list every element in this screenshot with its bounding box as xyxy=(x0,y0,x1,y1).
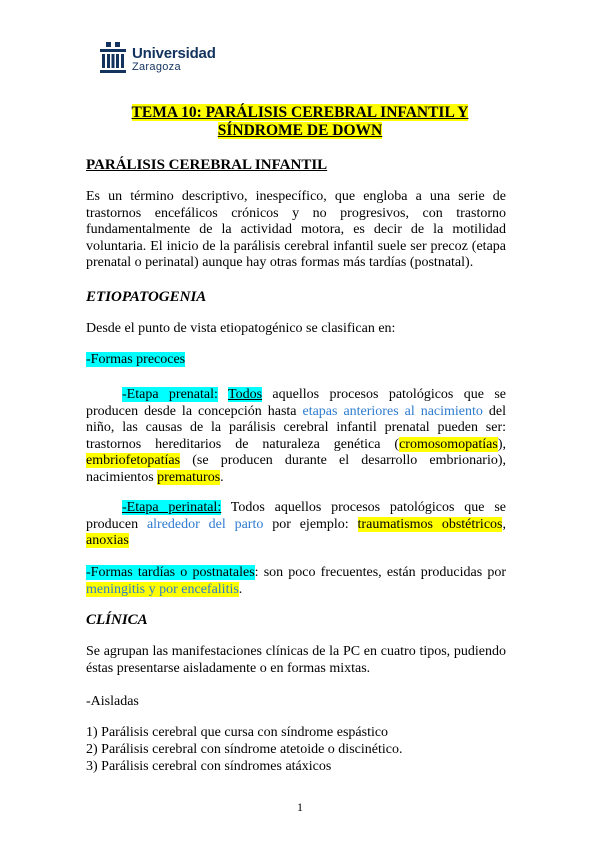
clinica-item-3: 3) Parálisis cerebral con síndromes atáxicos xyxy=(86,759,332,774)
intro-paragraph: Es un término descriptivo, inespecífico, que engloba a una serie de trastornos encefálicos crónicos y no progresivos, con trastorno fundamentalmente de la actividad motora, es decir de la motilidad voluntaria. El inicio de la parálisis cerebral infantil suele ser precoz (etapa prenatal o perinatal) aunque hay otras formas más tardías (postnatal). xyxy=(86,189,506,270)
prenatal-paragraph: -Etapa prenatal: Todos aquellos procesos patológicos que se producen desde la concepción hasta etapas anteriores al nacimiento del niño, las causas de la parálisis cerebral infantil prenatal pueden ser: trastornos hereditarios de naturaleza genética (cromosomopatías), embriofetopatías (se producen durante el desarrollo embrionario), nacimientos prematuros. xyxy=(86,387,506,485)
clinica-item-2: 2) Parálisis cerebral con síndrome atetoide o discinético. xyxy=(86,742,403,757)
section-heading-paralisis: PARÁLISIS CEREBRAL INFANTIL xyxy=(86,157,328,173)
tardias-label: -Formas tardías o postnatales xyxy=(86,565,255,580)
etio-lead: Desde el punto de vista etiopatogénico se clasifican en: xyxy=(86,321,396,336)
university-logo xyxy=(100,42,216,76)
aisladas-label: -Aisladas xyxy=(86,694,139,709)
perinatal-label: -Etapa perinatal: xyxy=(122,500,222,515)
page-number: 1 xyxy=(297,800,303,814)
logo-city: Zaragoza xyxy=(132,60,181,73)
title-line-1: TEMA 10: PARÁLISIS CEREBRAL INFANTIL Y xyxy=(131,104,469,121)
section-heading-clinica: CLÍNICA xyxy=(86,612,148,628)
perinatal-paragraph: -Etapa perinatal: Todos aquellos procesos patológicos que se producen alrededor del parto por ejemplo: traumatismos obstétricos, anoxias xyxy=(86,500,506,548)
document-title xyxy=(100,104,500,140)
clinica-item-1: 1) Parálisis cerebral que cursa con síndrome espástico xyxy=(86,725,389,740)
university-crest-icon xyxy=(100,42,126,76)
formas-precoces-label: -Formas precoces xyxy=(86,352,186,367)
prenatal-label: -Etapa prenatal: xyxy=(122,387,218,402)
title-line-2: SÍNDROME DE DOWN xyxy=(217,122,383,139)
tardias-paragraph: -Formas tardías o postnatales: son poco frecuentes, están producidas por meningitis y por encefalitis. xyxy=(86,565,506,597)
logo-name: Universidad xyxy=(132,44,216,62)
section-heading-etiopatogenia: ETIOPATOGENIA xyxy=(86,289,207,305)
clinica-intro: Se agrupan las manifestaciones clínicas de la PC en cuatro tipos, pudiendo éstas presentarse aisladamente o en formas mixtas. xyxy=(86,644,506,676)
